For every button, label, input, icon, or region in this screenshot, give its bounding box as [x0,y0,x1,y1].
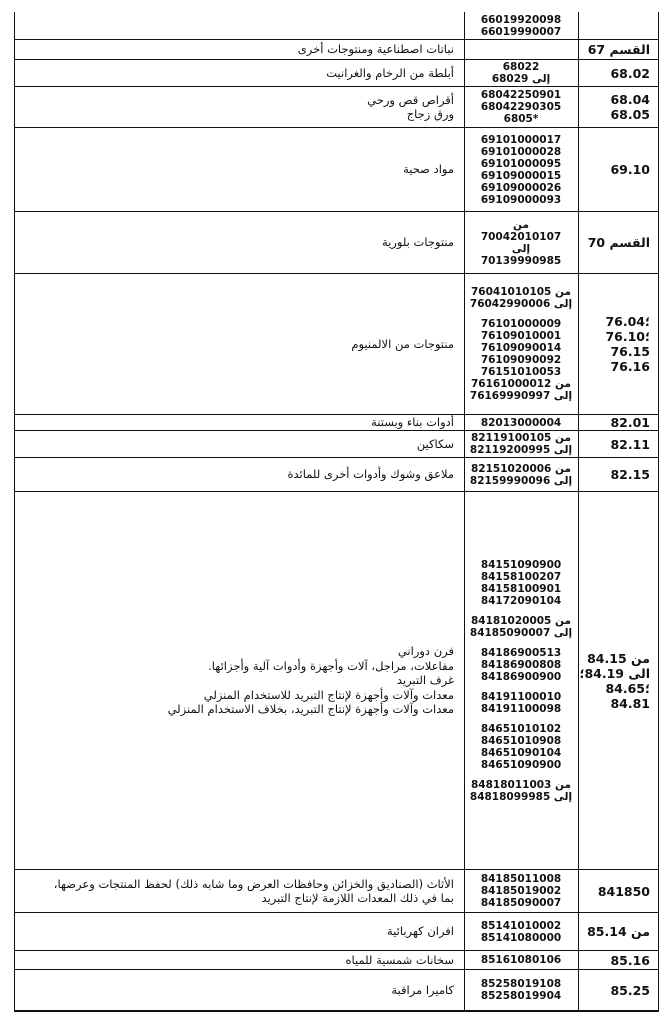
tariff-codes-cell-line: 84186900808 [480,658,562,671]
tariff-codes-cell [466,40,576,59]
description-cell-line: افران كهربائية [387,924,454,939]
tariff-codes-cell-line: 84651090104 [480,746,562,759]
tariff-codes-cell-line: 76109010001 [480,330,562,342]
tariff-codes-cell [466,951,576,969]
tariff-codes-cell-line: 69109000093 [480,193,562,206]
hs-heading-cell [580,492,658,869]
description-cell [18,913,462,950]
hs-heading-cell-line: القسم 70 [587,235,650,250]
tariff-codes-cell-line: 84191100098 [480,702,562,715]
description-cell-line: نباتات اصطناعية ومنتوجات أخرى [297,42,454,57]
description-cell-line: بما في ذلك المعدات اللازمة لإنتاج التبريد [261,891,454,905]
tariff-codes-cell-line: 84185011008 [480,873,562,885]
hs-heading-cell [580,951,658,969]
tariff-codes-cell [466,60,576,86]
description-cell [18,951,462,969]
hs-heading-cell [580,274,658,414]
tariff-codes-cell-line: إلى 82159990096 [469,474,573,487]
tariff-codes-cell-line: من 76161000012 [471,378,571,390]
description-cell [18,212,462,273]
tariff-codes-cell [466,212,576,273]
tariff-codes-cell-line: من 82151020006 [471,462,571,475]
hs-heading-cell-line: 68.05 [610,107,650,122]
tariff-codes-cell-line: 66019990007 [480,26,562,38]
tariff-codes-cell-line: 69109000026 [480,181,562,194]
hs-heading-cell [580,870,658,912]
description-cell-line: سكاكين [416,436,454,451]
tariff-codes-cell-line: 84158100901 [480,582,562,595]
tariff-codes-cell [466,492,576,869]
description-cell [18,492,462,869]
row-divider [14,1010,659,1011]
description-cell-line: منتوجات بلورية [381,235,454,250]
hs-heading-cell-line: 84.65؛ [605,680,650,696]
hs-heading-cell-line: من 84.15 [587,650,650,666]
tariff-codes-cell-line: 82013000004 [480,416,562,429]
tariff-codes-cell-line: 76101000009 [480,318,562,330]
hs-heading-cell [580,60,658,86]
description-cell-line: كاميرا مراقبة [391,982,454,997]
tariff-codes-cell [466,415,576,430]
hs-heading-cell-line: 84.81 [610,695,650,711]
hs-heading-cell [580,970,658,1010]
hs-heading-cell-line: 69.10 [610,162,650,177]
hs-heading-cell-line: 76.10؛ [605,329,650,344]
hs-heading-cell-line: 68.04 [610,92,650,107]
description-cell-line: الأثاث (الصناديق والخزائن وحافظات العرض وما شابه ذلك) لحفظ المنتجات وعرضها، [53,876,454,891]
tariff-codes-cell-line: من 82119100105 [471,432,571,444]
tariff-codes-cell-line: 70139990985 [480,254,562,267]
description-cell [18,431,462,457]
tariff-codes-cell [466,128,576,211]
tariff-codes-cell-line: 84651010908 [480,734,562,747]
tariff-codes-cell-line: من 84818011003 [471,778,571,791]
description-cell-line: فرن دوراني [397,644,454,659]
tariff-codes-cell [466,87,576,127]
description-cell [18,13,462,39]
tariff-codes-cell-line: 76109090092 [480,354,562,366]
hs-heading-cell-line: 85.16 [610,952,650,968]
tariff-codes-cell-line: 6805* [503,113,539,125]
tariff-codes-cell-line: 70042010107 [480,230,562,243]
tariff-codes-cell-line: 69109000015 [480,169,562,182]
tariff-codes-cell [466,274,576,414]
hs-heading-cell [580,13,658,39]
column-divider [578,12,579,1012]
tariff-codes-cell-line: 84151090900 [480,558,562,571]
hs-heading-cell-line: 82.15 [610,467,650,482]
tariff-codes-cell-line: 68042290305 [480,101,562,113]
hs-heading-cell-line: 85.25 [610,982,650,998]
tariff-codes-cell [466,970,576,1010]
description-cell [18,40,462,59]
hs-heading-cell-line: القسم 67 [587,42,650,57]
tariff-codes-cell-line: 69101000017 [480,133,562,146]
description-cell-line: مواد صحية [403,162,454,177]
tariff-codes-cell-line: إلى 84185090007 [469,626,573,639]
tariff-codes-cell-line: 84185019002 [480,885,562,897]
description-cell-line: أبلطة من الرخام والغرانيت [326,65,454,80]
description-cell [18,274,462,414]
tariff-codes-cell-line: 66019920098 [480,14,562,26]
tariff-codes-cell [466,13,576,39]
description-cell-line: أدوات بناء وبستنة [371,415,454,430]
description-cell [18,870,462,912]
tariff-codes-cell-line: 84651010102 [480,722,562,735]
hs-heading-cell-line: من 85.14 [587,924,650,939]
description-cell-line: أقراص قص ورحي [367,92,454,107]
hs-heading-cell-line: 76.15 [610,344,650,359]
hs-heading-cell-line: الى 84.19؛ [579,665,650,681]
tariff-codes-cell-line: 84186900900 [480,670,562,683]
tariff-codes-cell [466,913,576,950]
hs-heading-cell [580,87,658,127]
hs-heading-cell-line: 82.11 [610,436,650,452]
tariff-codes-cell-line: 76109090014 [480,342,562,354]
tariff-codes-cell-line: 85258019904 [480,990,562,1002]
tariff-codes-cell-line: من [513,218,529,231]
hs-heading-cell-line: 76.16 [610,359,650,374]
tariff-codes-cell-line: من 84181020005 [471,614,571,627]
hs-heading-cell [580,431,658,457]
description-cell [18,458,462,491]
tariff-codes-cell-line: إلى 68029 [491,73,551,85]
tariff-codes-cell-line: 69101000095 [480,157,562,170]
tariff-codes-cell-line: 76151010053 [480,366,562,378]
hs-heading-cell-line: 68.02 [610,65,650,81]
tariff-codes-cell-line: إلى 82119200995 [469,444,573,456]
tariff-codes-cell-line: 84172090104 [480,594,562,607]
description-cell [18,415,462,430]
tariff-codes-cell-line: 85258019108 [480,978,562,990]
description-cell-line: معدات وآلات وأجهزة لإنتاج التبريد للاستخدام المنزلي [203,687,454,702]
description-cell-line: غرف التبريد [396,673,454,688]
tariff-codes-cell-line: من 76041010105 [471,286,571,298]
description-cell-line: ورق زجاج [406,107,454,121]
tariff-codes-cell-line: 84185090007 [480,897,562,909]
description-cell-line: مفاعلات، مراجل، آلات وأجهزة وأدوات آلية وأجزائها. [208,658,454,673]
description-cell-line: معدات وآلات وأجهزة لإنتاج التبريد، بخلاف الاستخدام المنزلي [167,702,454,717]
tariff-codes-cell-line: 85141080000 [480,931,562,944]
tariff-codes-cell-line: 84191100010 [480,690,562,703]
tariff-codes-cell-line: 84186900513 [480,646,562,659]
hs-heading-cell [580,212,658,273]
tariff-codes-cell [466,431,576,457]
tariff-codes-cell-line: إلى 76169990997 [469,390,573,402]
hs-heading-cell-line: 82.01 [610,415,650,430]
hs-heading-cell [580,913,658,950]
tariff-codes-cell-line: 85141010002 [480,919,562,932]
tariff-codes-cell-line: 84158100207 [480,570,562,583]
tariff-codes-cell-line: إلى 76042990006 [469,298,573,310]
tariff-codes-cell-line: 68042250901 [480,89,562,101]
tariff-codes-cell-line: 69101000028 [480,145,562,158]
description-cell [18,970,462,1010]
tariff-codes-cell [466,458,576,491]
hs-heading-cell [580,128,658,211]
description-cell-line: ملاعق وشوك وأدوات أخرى للمائدة [287,467,454,482]
tariff-codes-cell-line: 68022 [502,61,540,73]
hs-heading-cell [580,415,658,430]
description-cell [18,60,462,86]
tariff-codes-cell-line: إلى [511,242,531,255]
hs-heading-cell-line: 841850 [597,883,650,899]
description-cell-line: سخانات شمسية للمياه [345,952,454,967]
description-cell [18,128,462,211]
tariff-codes-cell-line: 84651090900 [480,758,562,771]
column-divider [464,12,465,1012]
tariff-codes-cell [466,870,576,912]
tariff-codes-cell-line: 85161080106 [480,954,562,966]
description-cell-line: منتوجات من الالمنيوم [351,336,454,351]
tariff-codes-cell-line: إلى 84818099985 [469,790,573,803]
hs-heading-cell [580,458,658,491]
description-cell [18,87,462,127]
hs-heading-cell-line: 76.04؛ [605,314,650,329]
hs-heading-cell [580,40,658,59]
